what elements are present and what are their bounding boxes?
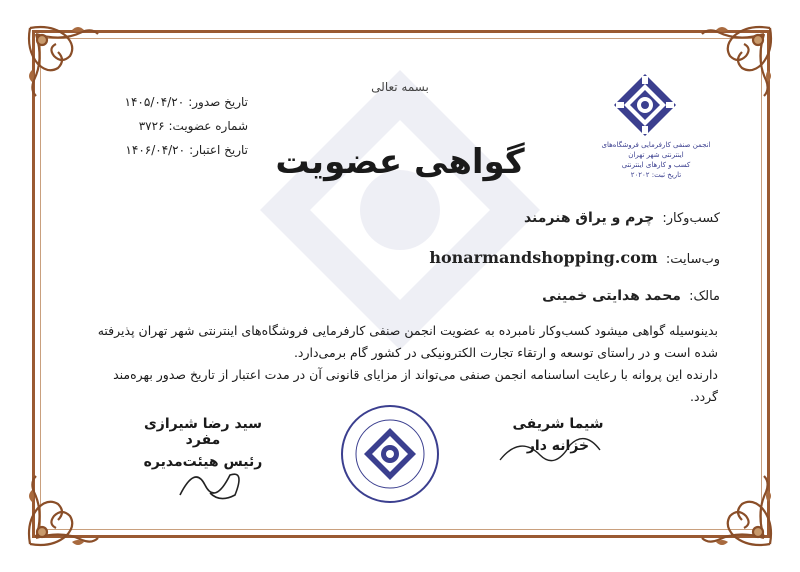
chairman-role: رئیس هیئت‌مدیره (143, 454, 263, 470)
business-field (524, 210, 720, 226)
association-logo (612, 72, 678, 138)
website-label: وب‌سایت: (665, 252, 720, 267)
validity-value: ۱۴۰۶/۰۴/۲۰ (125, 143, 186, 157)
membership-label: شماره عضویت: (168, 119, 248, 133)
treasurer-name: شیما شریفی (512, 416, 604, 432)
validity-row (98, 138, 248, 162)
corner-ornament-bottom-right (692, 466, 778, 552)
website-field (429, 248, 720, 267)
issue-date-value: ۱۴۰۵/۰۴/۲۰ (124, 95, 185, 109)
logo-caption-line2: کسب و کارهای اینترنتی (621, 161, 691, 169)
owner-label: مالک: (689, 289, 720, 304)
certificate-meta (98, 90, 248, 162)
certificate-title: گواهی عضویت (275, 142, 525, 182)
chairman-signature-mark (175, 455, 255, 505)
corner-ornament-bottom-left (22, 466, 108, 552)
certificate-body (92, 320, 718, 408)
treasurer-role: خزانه دار (526, 438, 590, 454)
logo-caption (596, 140, 716, 180)
logo-caption-line1: انجمن صنفی کارفرمایی فروشگاه‌های اینترنتی شهر تهران (601, 141, 711, 159)
chairman-name: سید رضا شیرازی مفرد (143, 416, 263, 448)
body-paragraph-2: دارنده این پروانه با رعایت اساسنامه انجمن صنفی می‌تواند از مزایای قانونی آن در مدت اعتبار از تاریخ صدور بهره‌مند گردد. (113, 367, 718, 404)
corner-ornament-top-left (22, 20, 108, 106)
validity-label: تاریخ اعتبار: (189, 143, 248, 157)
bismillah: بسمه تعالی (371, 80, 429, 94)
corner-ornament-top-right (692, 20, 778, 106)
issue-date-row (98, 90, 248, 114)
association-stamp (338, 402, 442, 506)
owner-field (542, 288, 720, 304)
membership-row (98, 114, 248, 138)
business-label: کسب‌وکار: (662, 211, 720, 226)
issue-date-label: تاریخ صدور: (188, 95, 248, 109)
treasurer-signature-mark (490, 430, 610, 475)
business-value: چرم و یراق هنرمند (523, 210, 655, 226)
owner-value: محمد هدایتی خمینی (542, 288, 681, 304)
logo-caption-line3: تاریخ ثبت: ۲۰۲۰۲ (630, 171, 682, 179)
website-value: honarmandshopping.com (429, 248, 658, 267)
membership-value: ۳۷۲۶ (138, 119, 165, 133)
body-paragraph-1: بدینوسیله گواهی میشود کسب‌وکار نامبرده به عضویت انجمن صنفی کارفرمایی فروشگاه‌های اینترنتی شهر تهران پذیرفته شده است و در راستای توسعه و ارتقاء تجارت الکترونیکی در کشور گام برمی‌دارد. (97, 323, 718, 360)
